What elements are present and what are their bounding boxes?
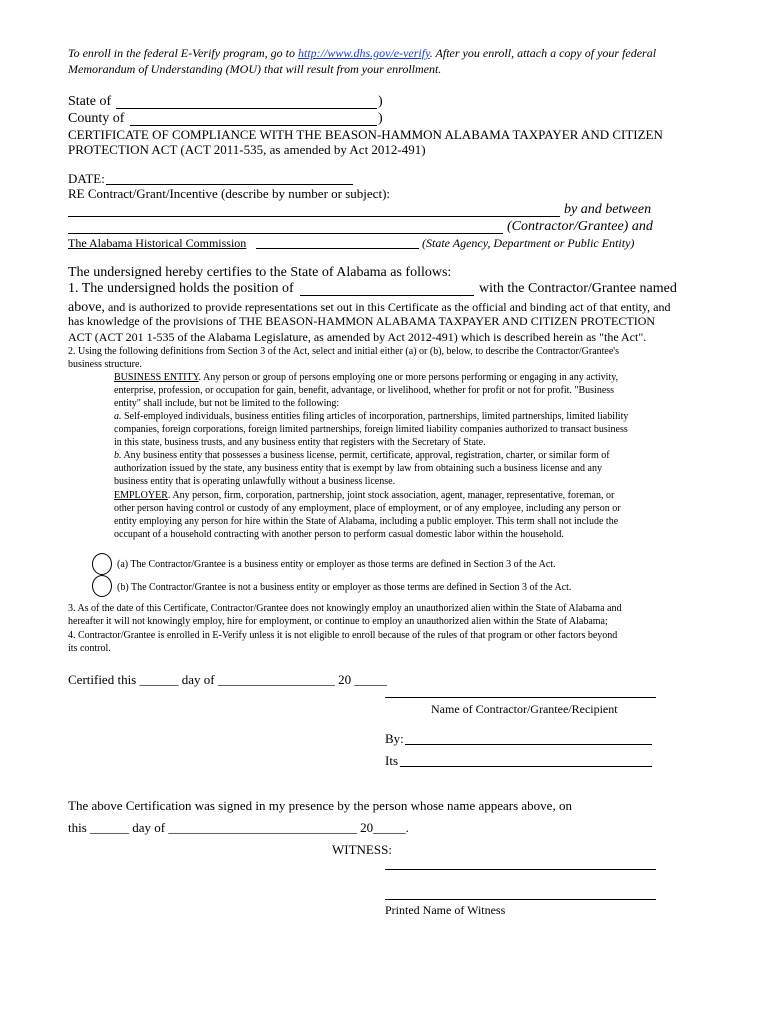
em-line-1	[114, 490, 614, 501]
state-close: )	[378, 94, 383, 109]
witness-statement: The above Certification was signed in my presence by the person whose name appears above, on	[68, 798, 572, 813]
certificate-title-2: PROTECTION ACT (ACT 2011-535, as amended by Act 2012-491)	[68, 142, 426, 157]
by-label: By:	[385, 731, 404, 746]
be-line-1	[114, 372, 618, 383]
a-line-2: companies, foreign corporations, foreign limited partnerships, foreign limited liability companies authorized to transact business	[114, 424, 628, 435]
intro-line-2: Memorandum of Understanding (MOU) that will result from your enrollment.	[68, 62, 442, 76]
a-label: a.	[114, 411, 122, 422]
date-field[interactable]	[106, 184, 353, 185]
b-1: Any business entity that possesses a business license, permit, certificate, approval, registration, charter, or similar form of	[121, 450, 610, 461]
date-label: DATE:	[68, 171, 105, 186]
agency-blank[interactable]	[256, 248, 419, 249]
name-label: Name of Contractor/Grantee/Recipient	[431, 702, 618, 716]
state-label: State of	[68, 94, 112, 109]
em-line-4: occupant of a household contracting with another person to perform casual domestic labor within the household.	[114, 529, 564, 540]
item1-d: has knowledge of the provisions of THE BEASON-HAMMON ALABAMA TAXPAYER AND CITIZEN PROTECTION	[68, 314, 656, 328]
by-and-between: by and between	[564, 202, 652, 217]
intro-suffix: . After you enroll, attach a copy of your federal	[429, 46, 657, 60]
witness-label: WITNESS:	[332, 842, 392, 857]
e-verify-link[interactable]: http://www.dhs.gov/e-verify	[298, 46, 430, 60]
certifies-intro: The undersigned hereby certifies to the State of Alabama as follows:	[68, 265, 452, 280]
position-field[interactable]	[300, 295, 474, 296]
contractor-field[interactable]	[68, 233, 503, 234]
agency-note: (State Agency, Department or Public Entity)	[422, 236, 635, 250]
printed-name-label: Printed Name of Witness	[385, 903, 506, 917]
re-label: RE Contract/Grant/Incentive (describe by number or subject):	[68, 186, 391, 201]
employer-term: EMPLOYER	[114, 490, 168, 501]
item3-line-1: 3. As of the date of this Certificate, Contractor/Grantee does not knowingly employ an unauthorized alien within the State of Alabama and	[68, 603, 622, 614]
county-label: County of	[68, 111, 125, 126]
be-line-2: enterprise, profession, or occupation for gain, benefit, advantage, or livelihood, whether for profit or not for profit. "Business	[114, 385, 615, 396]
witness-printed-name-line[interactable]	[385, 899, 656, 900]
item2-b: business structure.	[68, 359, 142, 370]
item2-a: 2. Using the following definitions from Section 3 of the Act, select and initial either (a) or (b), below, to describe the Contractor/Grantee's	[68, 346, 620, 357]
b-line-1	[114, 450, 610, 461]
contractor-grantee-and: (Contractor/Grantee) and	[507, 219, 653, 234]
item1-c1: above,	[68, 300, 105, 315]
item4-line-1: 4. Contractor/Grantee is enrolled in E-Verify unless it is not eligible to enroll because of the rules of that program or other factors beyond	[68, 630, 618, 641]
b-label: b.	[114, 450, 122, 461]
b-line-3: business entity that is operating unlawfully without a business license.	[114, 476, 396, 487]
county-close: )	[378, 111, 383, 126]
its-label: Its	[385, 753, 398, 768]
option-a-text: (a) The Contractor/Grantee is a business entity or employer as those terms are defined in Section 3 of the Act.	[117, 559, 556, 570]
em-1: . Any person, firm, corporation, partnership, joint stock association, agent, manager, representative, foreman, or	[167, 490, 615, 501]
a-1: Self-employed individuals, business entities filing articles of incorporation, partnerships, limited partnerships, limited liability	[121, 411, 629, 422]
witness-date-line[interactable]: this ______ day of _____________________________ 20_____.	[68, 820, 409, 835]
certificate-title-1: CERTIFICATE OF COMPLIANCE WITH THE BEASON-HAMMON ALABAMA TAXPAYER AND CITIZEN	[68, 127, 663, 142]
business-entity-term: BUSINESS ENTITY	[114, 372, 199, 383]
name-signature-line[interactable]	[385, 697, 656, 698]
its-field[interactable]	[400, 766, 652, 767]
item1-a: 1. The undersigned holds the position of	[68, 281, 294, 296]
intro-prefix: To enroll in the federal E-Verify program, go to	[68, 46, 298, 60]
b-line-2: authorization issued by the state, any business entity that is exempt by law from obtaining such a business license and any	[114, 463, 602, 474]
option-a-radio[interactable]	[92, 553, 112, 575]
item3-line-2: hereafter it will not knowingly employ, hire for employment, or continue to employ an unauthorized alien within the State of Alabama;	[68, 616, 608, 627]
by-field[interactable]	[405, 744, 652, 745]
item1-c2: and is authorized to provide representations set out in this Certificate as the official and binding act of that entity, and	[104, 300, 671, 314]
item1-b: with the Contractor/Grantee named	[479, 281, 677, 296]
em-line-3: entity employing any person for hire within the State of Alabama, including a public employer. This term shall not include the	[114, 516, 619, 527]
be-1: . Any person or group of persons employing one or more persons performing or engaging in any activity,	[198, 372, 619, 383]
county-field[interactable]	[130, 125, 377, 126]
intro-line-1	[68, 46, 656, 61]
witness-signature-line[interactable]	[385, 869, 656, 870]
re-field-1[interactable]	[68, 216, 560, 217]
certified-line[interactable]: Certified this ______ day of __________________ 20 _____	[68, 672, 387, 687]
option-b-radio[interactable]	[92, 575, 112, 597]
a-line-3: in this state, business trusts, and any business entity that registers with the Secretary of State.	[114, 437, 486, 448]
item4-line-2: its control.	[68, 643, 111, 654]
state-field[interactable]	[116, 108, 377, 109]
item1-e: ACT (ACT 201 1-535 of the Alabama Legislature, as amended by Act 2012-491) which is described herein as "the Act".	[68, 330, 647, 344]
agency-name: The Alabama Historical Commission	[68, 236, 247, 250]
em-line-2: other person having control or custody of any employment, place of employment, or of any employee, including any person or	[114, 503, 621, 514]
option-b-text: (b) The Contractor/Grantee is not a business entity or employer as those terms are defined in Section 3 of the Act.	[117, 582, 572, 593]
be-line-3: entity" shall include, but not be limited to the following:	[114, 398, 340, 409]
a-line-1	[114, 411, 628, 422]
